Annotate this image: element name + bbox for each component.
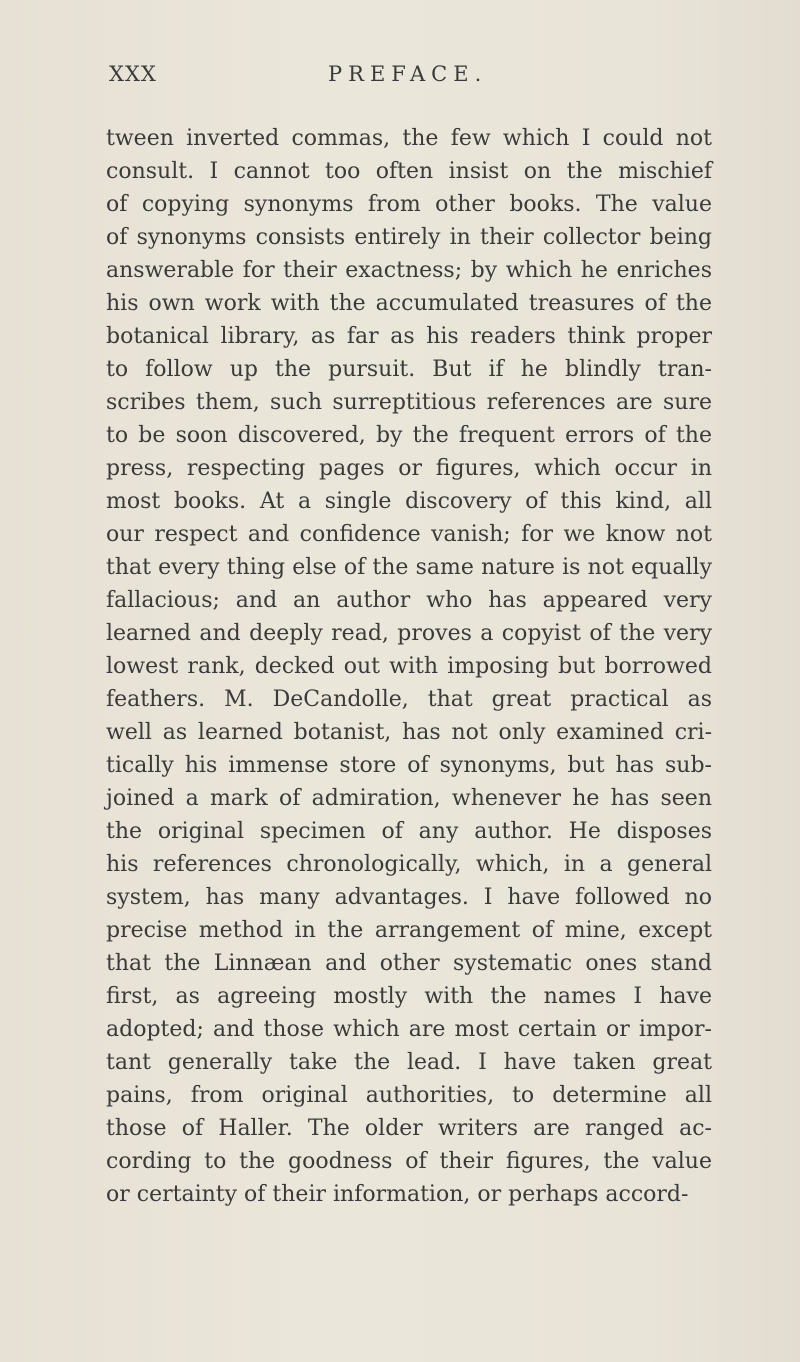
running-title: PREFACE.: [328, 62, 488, 86]
text-line: that the Linnæan and other systematic ones stand: [106, 951, 712, 976]
text-line: learned and deeply read, proves a copyist of the very: [106, 621, 712, 646]
text-line: fallacious; and an author who has appeared very: [106, 588, 712, 613]
text-line: consult. I cannot too often insist on the mischief: [106, 159, 712, 184]
text-line: to follow up the pursuit. But if he blindly tran-: [106, 357, 712, 382]
text-line: tant generally take the lead. I have taken great: [106, 1050, 712, 1075]
text-line: system, has many advantages. I have followed no: [106, 885, 712, 910]
text-line: precise method in the arrangement of mine, except: [106, 918, 712, 943]
text-line: those of Haller. The older writers are ranged ac-: [106, 1116, 712, 1141]
text-line: press, respecting pages or figures, which occur in: [106, 456, 712, 481]
text-line: of synonyms consists entirely in their collector being: [106, 225, 712, 250]
page-number: XXX: [109, 62, 157, 86]
text-line: joined a mark of admiration, whenever he has seen: [106, 786, 712, 811]
text-line: of copying synonyms from other books. The value: [106, 192, 712, 217]
text-line: his own work with the accumulated treasures of the: [106, 291, 712, 316]
text-line: well as learned botanist, has not only examined cri-: [106, 720, 712, 745]
text-line: our respect and confidence vanish; for we know not: [106, 522, 712, 547]
text-line: pains, from original authorities, to determine all: [106, 1083, 712, 1108]
text-line: cording to the goodness of their figures, the value: [106, 1149, 712, 1174]
text-line: most books. At a single discovery of this kind, all: [106, 489, 712, 514]
text-line: botanical library, as far as his readers think proper: [106, 324, 712, 349]
text-line: tween inverted commas, the few which I could not: [106, 126, 712, 151]
body-text: [106, 122, 712, 1211]
text-line: tically his immense store of synonyms, but has sub-: [106, 753, 712, 778]
text-line: lowest rank, decked out with imposing but borrowed: [106, 654, 712, 679]
text-line: scribes them, such surreptitious references are sure: [106, 390, 712, 415]
text-line: the original specimen of any author. He disposes: [106, 819, 712, 844]
text-line: to be soon discovered, by the frequent errors of the: [106, 423, 712, 448]
text-line: adopted; and those which are most certain or impor-: [106, 1017, 712, 1042]
text-line: answerable for their exactness; by which he enriches: [106, 258, 712, 283]
text-line: first, as agreeing mostly with the names I have: [106, 984, 712, 1009]
page-header: [109, 62, 709, 92]
text-line: his references chronologically, which, in a general: [106, 852, 712, 877]
text-line: or certainty of their information, or perhaps accord-: [106, 1182, 689, 1207]
text-line: feathers. M. DeCandolle, that great practical as: [106, 687, 712, 712]
text-line: that every thing else of the same nature is not equally: [106, 555, 712, 580]
